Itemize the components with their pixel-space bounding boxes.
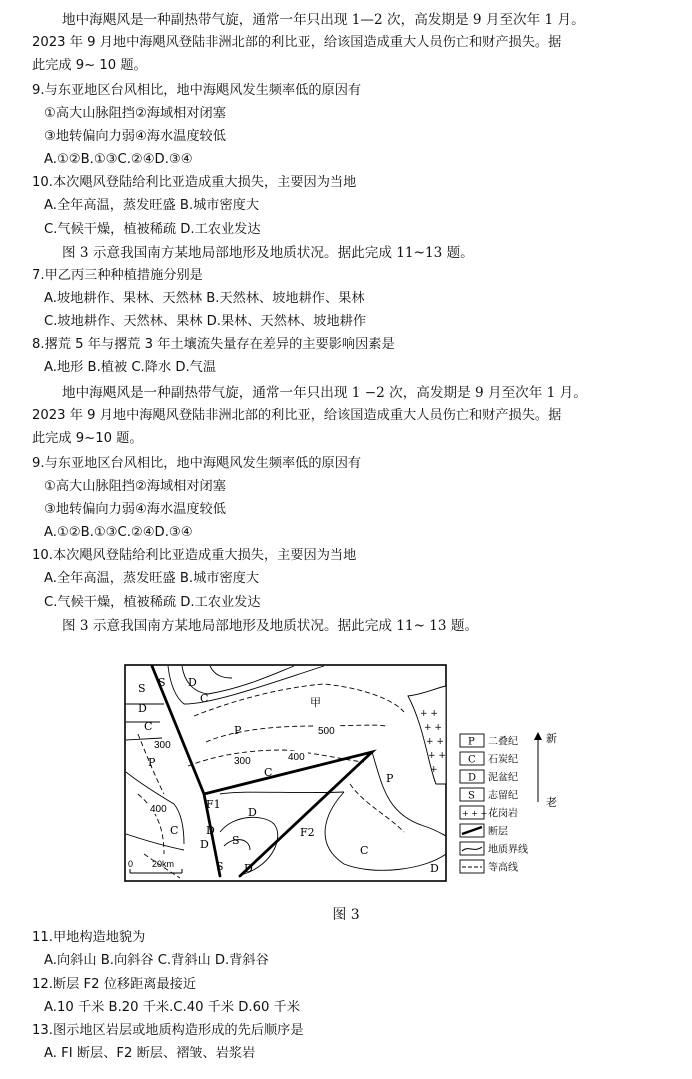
svg-text:0: 0 (128, 859, 134, 869)
legend-label: 二叠纪 (488, 736, 518, 748)
text-line: C.坡地耕作、天然林、果林 D.果林、天然林、坡地耕作 (44, 314, 367, 329)
legend-item (460, 770, 518, 784)
arrow-old-label: 老 (546, 796, 557, 809)
text-line: C.气候干燥，植被稀疏 D.工农业发达 (44, 595, 261, 610)
legend-item (460, 752, 518, 766)
text-line: A.地形 B.植被 C.降水 D.气温 (44, 360, 217, 375)
text-line: 图 3 示意我国南方某地局部地形及地质状况。据此完成 11~ 13 题。 (62, 618, 479, 634)
map-label: D (206, 824, 215, 837)
text-line: 7.甲乙丙三种种植措施分别是 (32, 268, 203, 283)
text-line: A.全年高温，蒸发旺盛 B.城市密度大 (44, 571, 260, 586)
geologic-map (124, 664, 454, 884)
legend-label: 泥盆纪 (488, 772, 518, 784)
map-label: P (386, 772, 394, 785)
map-label: 甲 (310, 696, 321, 709)
svg-text:C: C (468, 754, 476, 766)
text-line: ①高大山脉阻挡②海域相对闭塞 (44, 106, 226, 121)
text-line: 此完成 9~ 10 题。 (32, 58, 147, 73)
text-line: 9.与东亚地区台风相比，地中海飓风发生频率低的原因有 (32, 456, 362, 471)
map-label: C (264, 766, 273, 779)
legend-item (460, 806, 518, 820)
text-line: A. FI 断层、F2 断层、褶皱、岩浆岩 (44, 1046, 256, 1061)
map-label: C (200, 692, 209, 705)
text-line: 2023 年 9 月地中海飓风登陆非洲北部的利比亚，给该国造成重大人员伤亡和财产损失。据 (32, 35, 562, 50)
map-label: S (138, 682, 146, 695)
text-line: 10.本次飓风登陆给利比亚造成重大损失，主要因为当地 (32, 548, 357, 563)
svg-text:+ +: + + (420, 709, 438, 719)
text-line: A.①②B.①③C.②④D.③④ (44, 525, 193, 540)
text-line: A.全年高温，蒸发旺盛 B.城市密度大 (44, 198, 260, 213)
text-line: 8.撂荒 5 年与撂荒 3 年土壤流失量存在差异的主要影响因素是 (32, 337, 395, 352)
contour-label: 400 (288, 752, 305, 763)
legend-label: 志留纪 (488, 790, 518, 802)
text-line: C.气候干燥，植被稀疏 D.工农业发达 (44, 222, 261, 237)
legend-label: 等高线 (488, 862, 518, 874)
map-label: D (244, 862, 253, 875)
svg-text:P: P (468, 736, 475, 748)
contour-label: 300 (154, 740, 171, 751)
legend-label: 地质界线 (488, 844, 528, 856)
legend-label: 断层 (488, 826, 508, 838)
map-label: F2 (300, 826, 315, 839)
svg-text:+: + (430, 765, 438, 775)
faults (152, 666, 372, 876)
contour-label: 400 (150, 804, 167, 815)
legend-label: 石炭纪 (488, 754, 518, 766)
map-label: C (360, 844, 369, 857)
text-line: 此完成 9~10 题。 (32, 431, 143, 446)
map-label: D (430, 862, 439, 875)
map-label: D (188, 676, 197, 689)
map-label: P (234, 724, 242, 737)
text-line: A.①②B.①③C.②④D.③④ (44, 152, 193, 167)
text-line: 10.本次飓风登陆给利比亚造成重大损失，主要因为当地 (32, 175, 357, 190)
granite-body (408, 686, 446, 784)
text-line: A.10 千米 B.20 千米.C.40 千米 D.60 千米 (44, 1000, 300, 1015)
map-label: S (232, 834, 240, 847)
contour-label: 500 (318, 726, 335, 737)
map-labels (138, 676, 439, 875)
map-label: C (144, 720, 153, 733)
svg-text:+ +: + + (428, 751, 446, 761)
text-line: ①高大山脉阻挡②海域相对闭塞 (44, 479, 226, 494)
map-label: F1 (206, 798, 221, 811)
legend-item (460, 734, 518, 748)
map-label: D (200, 838, 209, 851)
legend-item (460, 860, 518, 874)
text-line: A.向斜山 B.向斜谷 C.背斜山 D.背斜谷 (44, 953, 269, 968)
map-label: D (248, 806, 257, 819)
map-label: C (170, 824, 179, 837)
geologic-boundaries (126, 666, 446, 874)
legend-item (460, 842, 528, 856)
svg-text:D: D (468, 772, 477, 784)
map-label: D (138, 702, 147, 715)
contour-label: 300 (234, 756, 251, 767)
text-line: ③地转偏向力弱④海水温度较低 (44, 502, 226, 517)
text-line: 图 3 示意我国南方某地局部地形及地质状况。据此完成 11~13 题。 (62, 245, 474, 261)
svg-text:+ +: + + (424, 723, 442, 733)
legend-item (460, 788, 518, 802)
text-line: 2023 年 9 月地中海飓风登陆非洲北部的利比亚，给该国造成重大人员伤亡和财产损失。据 (32, 408, 562, 423)
svg-text:+ +: + + (426, 737, 444, 747)
scale-bar (128, 859, 182, 873)
arrow-new-label: 新 (546, 732, 557, 745)
svg-text:+ + +: + + + (462, 809, 488, 818)
legend-label: 花岗岩 (488, 808, 518, 820)
text-line: 11.甲地构造地貌为 (32, 930, 146, 945)
map-label: S (216, 860, 224, 873)
text-line: A.坡地耕作、果林、天然林 B.天然林、坡地耕作、果林 (44, 291, 365, 306)
text-line: 13.图示地区岩层或地质构造形成的先后顺序是 (32, 1023, 304, 1038)
map-legend (458, 730, 578, 890)
fault-f2 (204, 752, 372, 876)
svg-text:S: S (468, 790, 475, 802)
contour-labels (148, 725, 338, 815)
text-line: ③地转偏向力弱④海水温度较低 (44, 129, 226, 144)
text-line: 12.断层 F2 位移距离最接近 (32, 977, 197, 992)
age-arrow (534, 732, 557, 809)
figure-caption: 图 3 (332, 907, 360, 923)
text-line: 地中海飓风是一种副热带气旋，通常一年只出现 1 −2 次，高发期是 9 月至次年 1 月。 (62, 385, 587, 401)
svg-text:20km: 20km (152, 859, 175, 869)
map-label: S (158, 676, 166, 689)
map-label: P (148, 756, 156, 769)
legend-item (460, 824, 508, 838)
text-line: 地中海飓风是一种副热带气旋，通常一年只出现 1—2 次，高发期是 9 月至次年 1 月。 (62, 12, 585, 28)
text-line: 9.与东亚地区台风相比，地中海飓风发生频率低的原因有 (32, 83, 362, 98)
